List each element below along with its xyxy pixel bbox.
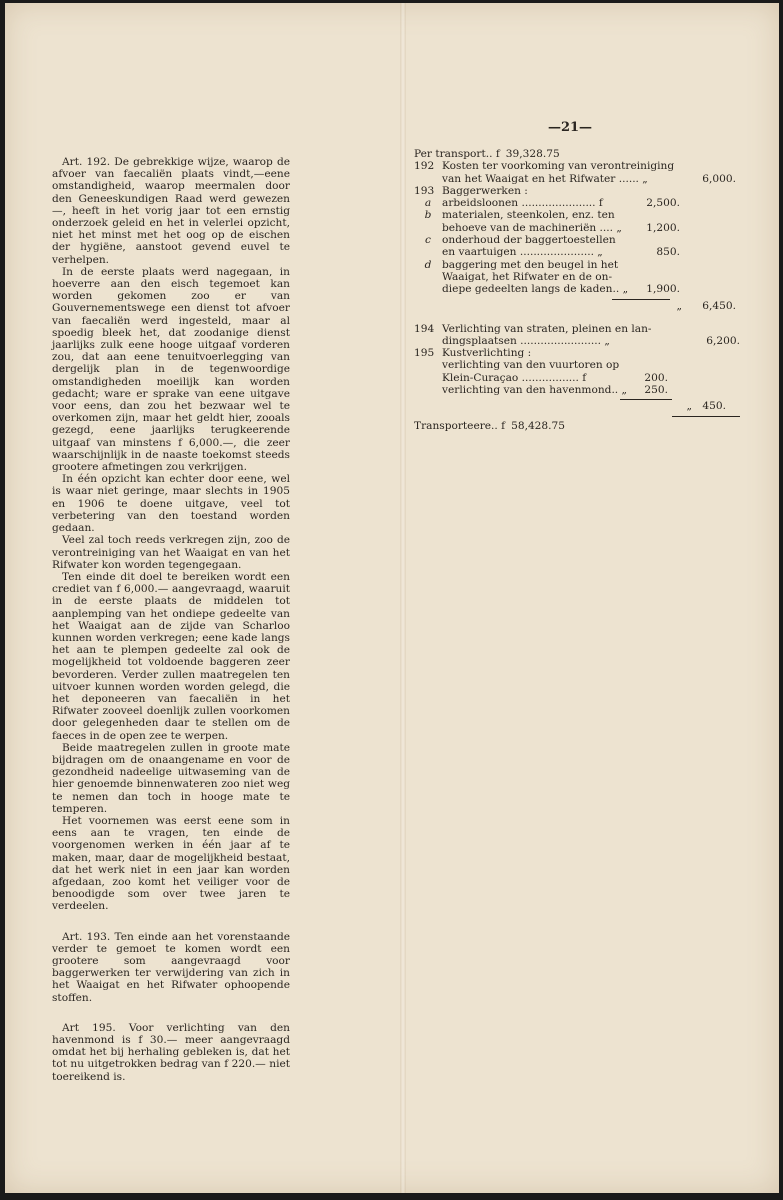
paragraph: Veel zal toch reeds verkregen zijn, zoo de verontreiniging van het Waaigat en van het Rifwater kon worden tegengegaan.: [52, 534, 290, 571]
paragraph-art-195: Art 195. Voor verlichting van den havenmond is f 30.— meer aangevraagd omdat het bij herhaling gebleken is, dat het tot nu uitgetrokken bedrag van f 220.— niet toereikend is.: [52, 1021, 290, 1083]
item-text: Waaigat, het Rifwater en de on-: [442, 270, 613, 283]
paragraph: In de eerste plaats werd nagegaan, in hoeverre aan den eisch tegemoet kan worden gekomen zoo er van Gouvernementswege een dienst tot afvoer van faecaliën werd ingesteld, maar al spoedig bleek het, dat zoodanige dienst jaarlijks zulk eene hooge uitgaaf vorderen zou, dat aan eene tenuitvoerlegging van dergelijk plan in de tegenwoordige omstandigheden moeilijk kan worden gedacht; ware er sprake van eene uitgave voor eens, dan zou het bezwaar wel te overkomen zijn, maar het geldt hier, zooals gezegd, eene jaarlijks terugkeerende uitgaaf van minstens f 6,000.—, die zeer waarschijnlijk in de naaste toekomst steeds grootere afmetingen zou verkrijgen.: [52, 265, 290, 474]
item-text: materialen, steenkolen, enz. ten: [442, 209, 615, 222]
paragraph-art-192: Art. 192. De gebrekkige wijze, waarop de afvoer van faecaliën plaats vindt,—eene omstandigheid, waarop meermalen door den Geneeskundigen Raad werd gewezen—, heeft in het vorig jaar tot een ernstig onderzoek geleid en het in velerlei opzicht, niet het minst met het oog op de eischen der hygiëne, aanstoot gevend euvel te verhelpen.: [52, 156, 290, 266]
item-amount: 6,000.: [702, 172, 736, 185]
total-prefix: „: [676, 299, 682, 312]
item-193-c-line2: [414, 246, 740, 258]
item-text: dingsplaatsen ........................ „: [442, 334, 610, 347]
page-fold: [400, 3, 406, 1193]
item-195-line2: [414, 372, 740, 384]
item-number: 192: [414, 160, 435, 173]
item-amount: 250.: [644, 384, 668, 397]
item-193-b: [414, 209, 740, 221]
item-text: onderhoud der baggertoestellen: [442, 234, 616, 247]
item-amount: 850.: [656, 246, 680, 259]
per-transport-row: [414, 148, 740, 160]
subtotal-rule: [612, 299, 670, 300]
sub-label: d: [424, 258, 432, 271]
item-text: en vaartuigen ...................... „: [442, 246, 603, 259]
item-195: [414, 347, 740, 359]
item-195-line3: [414, 384, 740, 396]
total-prefix: „: [686, 400, 692, 413]
item-192: [414, 160, 740, 172]
item-number: 194: [414, 322, 435, 335]
sub-label: a: [424, 197, 432, 210]
item-text: van het Waaigat en het Rifwater ...... „: [442, 172, 648, 185]
transporteere-amount: 58,428.75: [511, 420, 566, 433]
item-193-c: [414, 234, 740, 246]
item-194-line2: [414, 335, 740, 347]
item-text: behoeve van de machineriën .... „: [442, 221, 622, 234]
item-193-b-line2: [414, 222, 740, 234]
per-transport-amount: 39,328.75: [505, 148, 560, 160]
sub-label: b: [424, 209, 432, 222]
item-193: [414, 185, 740, 197]
item-number: 195: [414, 347, 435, 360]
item-amount: 6,200.: [706, 334, 740, 347]
item-text: arbeidsloonen ...................... f: [442, 197, 603, 210]
item-192-line2: [414, 173, 740, 185]
item-amount: 200.: [644, 371, 668, 384]
item-text: Kosten ter voorkoming van verontreiniging: [442, 160, 675, 173]
budget-table: [414, 148, 740, 433]
item-total: 6,450.: [702, 299, 736, 312]
item-193-a: [414, 197, 740, 209]
item-193-d-line2: [414, 271, 740, 283]
item-title: Kustverlichting :: [442, 347, 532, 360]
item-text: baggering met den beugel in het: [442, 258, 619, 271]
item-195-total: [414, 398, 740, 414]
item-193-d: [414, 259, 740, 271]
page-number: —21—: [547, 120, 593, 135]
item-195-line1: [414, 359, 740, 371]
paragraph: Beide maatregelen zullen in groote mate bijdragen om de onaangename en voor de gezondheid nadeelige uitwaseming van de hier genoemde binnenwateren zoo niet weg te nemen dan toch in hooge mate te temperen.: [52, 741, 290, 815]
item-text: diepe gedeelten langs de kaden.. „: [442, 283, 629, 296]
subtotal-rule: [620, 399, 672, 400]
per-transport-label: Per transport.. f: [414, 148, 500, 160]
left-text-column: [52, 156, 290, 1083]
item-text: Klein-Curaçao ................. f: [442, 371, 587, 384]
item-title: Baggerwerken :: [442, 184, 528, 197]
item-193-d-line3: [414, 283, 740, 295]
paragraph-art-193: Art. 193. Ten einde aan het vorenstaande verder te gemoet te komen wordt een grootere som aangevraagd voor baggerwerken ter verwijdering van zich in het Waaigat en het Rifwater ophoopende stoffen.: [52, 930, 290, 1004]
paragraph: Ten einde dit doel te bereiken wordt een crediet van f 6,000.— aangevraagd, waaruit in de eerste plaats de middelen tot aanplemping van het ondiepe gedeelte van het Waaigat aan de zijde van Scharloo kunnen worden verkregen; eene kade langs het aan te plempen gedeelte zal ook de mogelijkheid tot voldoende baggeren zeer bevorderen. Verder zullen maatregelen ten uitvoer kunnen worden worden gelegd, die het deponeeren van faecaliën in het Rifwater zooveel doenlijk zullen voorkomen door gelegenheden daar te stellen om de faeces in de open zee te werpen.: [52, 570, 290, 742]
item-total: 450.: [702, 400, 726, 413]
transporteere-label: Transporteere.. f: [414, 420, 506, 433]
item-amount: 2,500.: [646, 197, 680, 210]
item-text: Verlichting van straten, pleinen en lan-: [442, 322, 652, 335]
sub-label: c: [425, 234, 431, 247]
grand-total-rule: [672, 416, 740, 417]
item-number: 193: [414, 184, 435, 197]
paragraph: Het voornemen was eerst eene som in eens aan te vragen, ten einde de voorgenomen werken in één jaar af te maken, maar, daar de mogelijkheid bestaat, dat het werk niet in een jaar kan worden afgedaan, zoo komt het veiliger voor de benoodigde som over twee jaren te verdeelen.: [52, 814, 290, 913]
item-193-total: [414, 298, 740, 314]
item-194: [414, 323, 740, 335]
paragraph: In één opzicht kan echter door eene, wel is waar niet geringe, maar slechts in 1905 en 1906 te doene uitgave, veel tot verbetering van den toestand worden gedaan.: [52, 473, 290, 535]
item-amount: 1,200.: [646, 221, 680, 234]
item-text: verlichting van den vuurtoren op: [442, 359, 620, 372]
item-text: verlichting van den havenmond.. „: [442, 384, 628, 397]
item-amount: 1,900.: [646, 283, 680, 296]
transporteere-row: [414, 420, 740, 432]
